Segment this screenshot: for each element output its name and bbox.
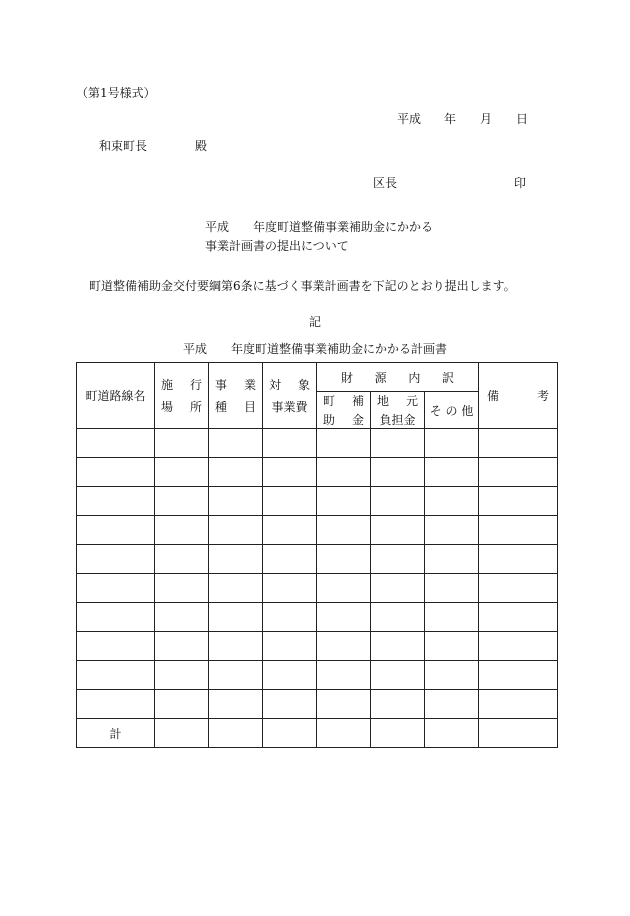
table-cell: [425, 632, 479, 661]
table-cell: [209, 603, 263, 632]
table-cell: [425, 487, 479, 516]
table-cell: [317, 574, 371, 603]
table-cell: [425, 574, 479, 603]
table-cell: [263, 574, 317, 603]
ki-label: 記: [309, 315, 322, 329]
table-cell: [479, 603, 558, 632]
table-cell: [155, 429, 209, 458]
date-era: 平成: [397, 112, 422, 126]
table-cell: [155, 574, 209, 603]
total-cell: [209, 719, 263, 748]
table-title-era: 平成: [183, 342, 208, 356]
body-text: 町道整備補助金交付要綱第6条に基づく事業計画書を下記のとおり提出します。: [89, 279, 516, 293]
table-row: [77, 545, 558, 574]
table-cell: [425, 690, 479, 719]
table-cell: [209, 690, 263, 719]
table-cell: [371, 603, 425, 632]
table-cell: [209, 516, 263, 545]
subject-line-1: [205, 218, 433, 235]
table-cell: [371, 458, 425, 487]
table-cell: [479, 487, 558, 516]
total-cell: [263, 719, 317, 748]
date-day: 日: [516, 112, 529, 126]
table-cell: [317, 487, 371, 516]
addressee-honorific: 殿: [195, 139, 208, 153]
table-cell: [479, 661, 558, 690]
table-cell: [371, 487, 425, 516]
table-cell: [425, 603, 479, 632]
sender-title: 区長: [373, 176, 398, 190]
table-cell: [155, 661, 209, 690]
table-cell: [317, 690, 371, 719]
table-row: [77, 603, 558, 632]
table-cell: [263, 632, 317, 661]
total-cell: [425, 719, 479, 748]
table-cell: [425, 545, 479, 574]
table-cell: [209, 487, 263, 516]
table-cell: [479, 574, 558, 603]
table-cell: [77, 516, 155, 545]
table-cell: [371, 690, 425, 719]
table-row: [77, 429, 558, 458]
table-cell: [425, 516, 479, 545]
table-cell: [263, 545, 317, 574]
table-cell: [263, 661, 317, 690]
header-funding-breakdown: 財 源 内 訳: [317, 363, 479, 392]
table-row: [77, 487, 558, 516]
table-cell: [77, 458, 155, 487]
table-cell: [317, 516, 371, 545]
table-cell: [155, 487, 209, 516]
table-cell: [155, 458, 209, 487]
table-cell: [479, 690, 558, 719]
plan-table: [76, 362, 558, 748]
table-cell: [317, 429, 371, 458]
table-cell: [155, 632, 209, 661]
form-number: （第1号様式）: [76, 86, 156, 100]
total-row: [77, 719, 558, 748]
table-cell: [209, 458, 263, 487]
table-cell: [317, 661, 371, 690]
total-cell: [317, 719, 371, 748]
total-cell: [155, 719, 209, 748]
table-cell: [479, 429, 558, 458]
table-cell: [77, 574, 155, 603]
table-cell: [263, 429, 317, 458]
table-title: [183, 340, 447, 357]
table-cell: [77, 429, 155, 458]
header-eligible-cost: 対 象 事業費: [263, 363, 317, 429]
table-row: [77, 690, 558, 719]
header-town-subsidy: 町 補 助 金: [317, 392, 371, 429]
table-cell: [479, 545, 558, 574]
table-cell: [77, 545, 155, 574]
table-cell: [77, 690, 155, 719]
table-cell: [209, 632, 263, 661]
table-cell: [371, 429, 425, 458]
table-cell: [317, 603, 371, 632]
table-cell: [209, 574, 263, 603]
table-cell: [371, 516, 425, 545]
table-cell: [77, 487, 155, 516]
subject-era: 平成: [205, 220, 230, 234]
total-cell: [371, 719, 425, 748]
table-cell: [209, 661, 263, 690]
table-row: [77, 516, 558, 545]
table-cell: [371, 632, 425, 661]
table-cell: [425, 661, 479, 690]
table-cell: [371, 574, 425, 603]
table-cell: [479, 458, 558, 487]
subject-title: 年度町道整備事業補助金にかかる: [253, 220, 434, 234]
table-cell: [263, 458, 317, 487]
date-month: 月: [480, 112, 493, 126]
table-cell: [317, 458, 371, 487]
header-notes: 備 考: [479, 363, 558, 429]
header-route-name: 町道路線名: [77, 363, 155, 429]
table-cell: [77, 603, 155, 632]
table-cell: [479, 516, 558, 545]
table-cell: [155, 603, 209, 632]
date-year: 年: [444, 112, 457, 126]
table-cell: [425, 429, 479, 458]
table-row: [77, 661, 558, 690]
table-cell: [263, 516, 317, 545]
header-other: そ の 他: [425, 392, 479, 429]
table-row: [77, 632, 558, 661]
table-cell: [155, 690, 209, 719]
table-cell: [77, 632, 155, 661]
table-cell: [263, 603, 317, 632]
table-row: [77, 574, 558, 603]
table-cell: [209, 545, 263, 574]
table-cell: [425, 458, 479, 487]
table-row: [77, 458, 558, 487]
table-cell: [263, 690, 317, 719]
addressee-name: 和束町長: [99, 139, 148, 153]
subject-line-2: 事業計画書の提出について: [205, 239, 349, 253]
header-local-share: 地 元 負担金: [371, 392, 425, 429]
table-cell: [479, 632, 558, 661]
table-cell: [371, 661, 425, 690]
table-cell: [209, 429, 263, 458]
table-cell: [371, 545, 425, 574]
table-cell: [77, 661, 155, 690]
table-cell: [155, 545, 209, 574]
total-label: 計: [77, 719, 155, 748]
table-cell: [155, 516, 209, 545]
table-cell: [263, 487, 317, 516]
total-cell: [479, 719, 558, 748]
header-project-type: 事 業 種 目: [209, 363, 263, 429]
table-title-text: 年度町道整備事業補助金にかかる計画書: [231, 342, 448, 356]
table-cell: [317, 545, 371, 574]
table-cell: [317, 632, 371, 661]
header-location: 施 行 場 所: [155, 363, 209, 429]
seal-mark: 印: [514, 176, 527, 190]
